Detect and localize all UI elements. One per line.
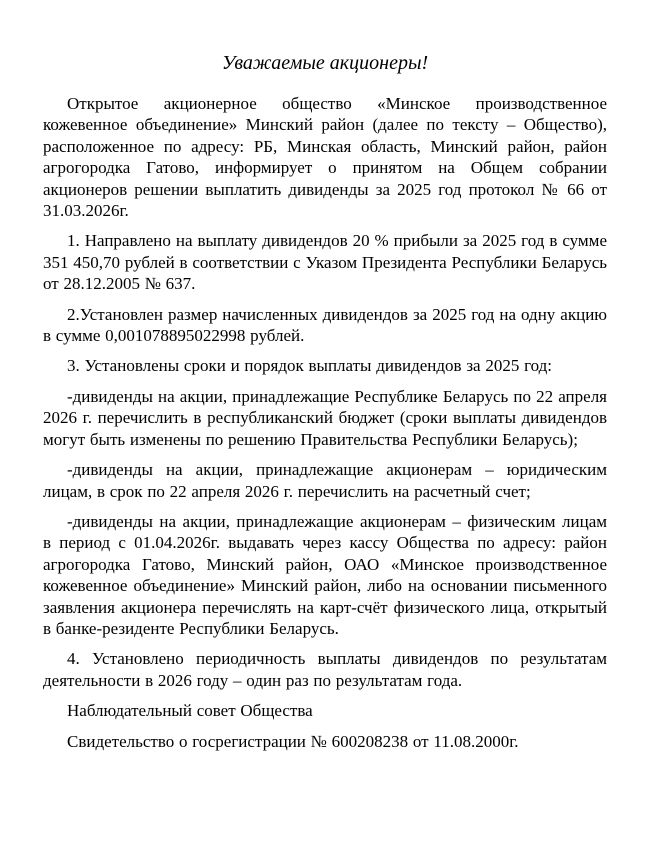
paragraph-dividends-individuals: -дивиденды на акции, принадлежащие акционерам – физическим лицам в период с 01.04.2026г. выдавать через кассу Общества по адресу: район агрогородка Гатово, Минский район, ОАО «Минское производственное кожевенное объединение» Минский район, либо на основании письменного заявления акционера перечислять на карт-счёт физического лица, открытый в банке-резиденте Республики Беларусь. bbox=[43, 511, 607, 638]
paragraph-item-1-dividend-amount: 1. Направлено на выплату дивидендов 20 % прибыли за 2025 год в сумме 351 450,70 рублей в соответствии с Указом Президента Республики Беларусь от 28.12.2005 № 637. bbox=[43, 231, 607, 294]
paragraph-dividends-legal-entities: -дивиденды на акции, принадлежащие акционерам – юридическим лицам, в срок по 22 апреля 2026 г. перечислить на расчетный счет; bbox=[43, 460, 607, 501]
document-title: Уважаемые акционеры! bbox=[221, 52, 429, 74]
paragraph-item-2-per-share: 2.Установлен размер начисленных дивидендов за 2025 год на одну акцию в сумме 0,001078895022998 рублей. bbox=[43, 304, 607, 346]
paragraph-registration-certificate: Свидетельство о госрегистрации № 600208238 от 11.08.2000г. bbox=[67, 731, 519, 751]
paragraph-item-3-terms-heading: 3. Установлены сроки и порядок выплаты дивидендов за 2025 год: bbox=[67, 356, 553, 376]
paragraph-dividends-republic: -дивиденды на акции, принадлежащие Республике Беларусь по 22 апреля 2026 г. перечислить в республиканский бюджет (сроки выплаты дивидендов могут быть изменены по решению Правительства Республики Беларусь); bbox=[43, 386, 607, 449]
paragraph-item-4-periodicity: 4. Установлено периодичность выплаты дивидендов по результатам деятельности в 2026 году – один раз по результатам года. bbox=[43, 649, 607, 690]
paragraph-signature-board: Наблюдательный совет Общества bbox=[67, 701, 313, 721]
paragraph-company-intro: Открытое акционерное общество «Минское производственное кожевенное объединение» Минский район (далее по тексту – Общество), расположенное по адресу: РБ, Минская область, Минский район, район агрогородка Гатово, информирует о принятом на Общем собрании акционеров решении выплатить дивиденды за 2025 год протокол № 66 от 31.03.2026г. bbox=[43, 94, 607, 221]
